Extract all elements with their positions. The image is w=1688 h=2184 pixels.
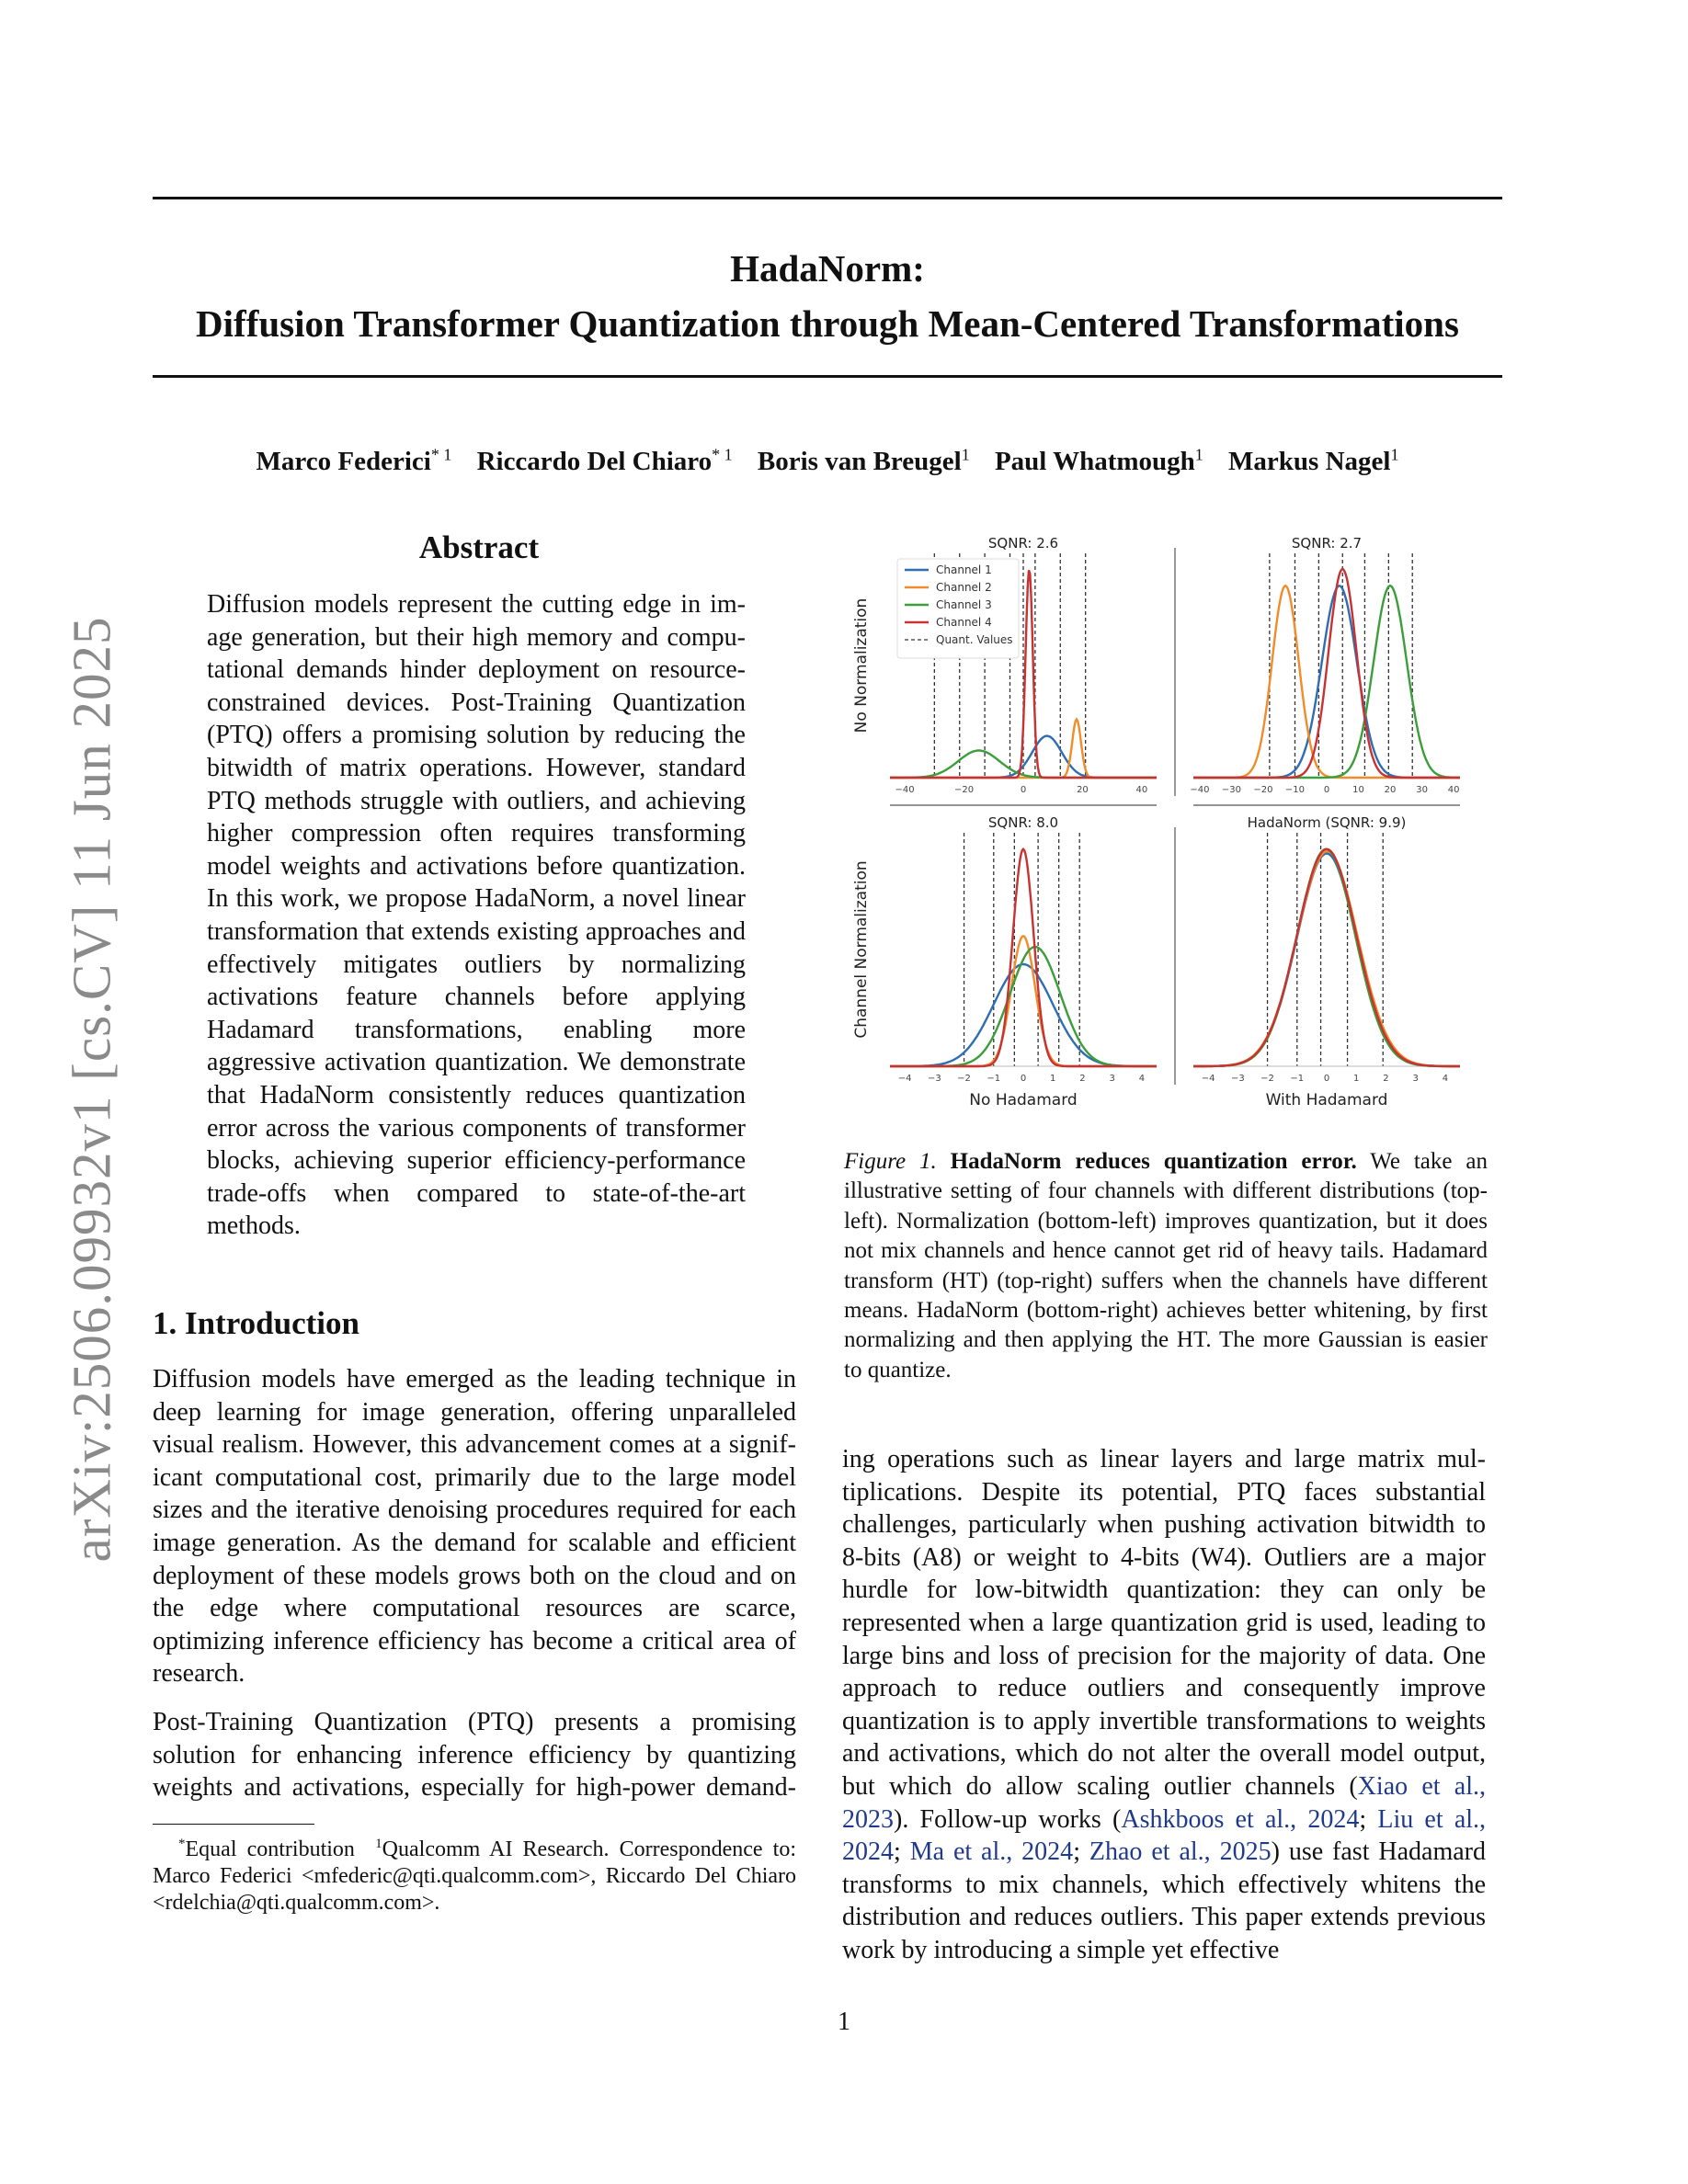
- x-tick-label: −3: [1230, 1074, 1245, 1084]
- page-number: 1: [838, 2008, 850, 2036]
- abstract-heading: Abstract: [418, 529, 540, 565]
- citation-separator: ;: [1073, 1837, 1089, 1867]
- author-name: Markus Nagel: [1228, 446, 1391, 476]
- figure-caption: [844, 1147, 1488, 1385]
- panel-title: SQNR: 2.7: [1291, 535, 1363, 552]
- series-line: [1193, 849, 1460, 1066]
- series-line: [1193, 854, 1460, 1067]
- author-name: Boris van Breugel: [757, 446, 962, 476]
- x-tick-label: −1: [1290, 1074, 1305, 1084]
- panel-title: HadaNorm (SQNR: 9.9): [1247, 814, 1407, 831]
- footnote-affil-mark: 1: [375, 1837, 382, 1851]
- author: [257, 447, 452, 476]
- x-axis-label: With Hadamard: [1265, 1091, 1388, 1109]
- y-axis-label: Channel Normalization: [852, 860, 871, 1039]
- x-tick-label: 0: [1323, 1074, 1330, 1084]
- x-tick-label: −20: [1253, 785, 1273, 795]
- citation-separator: ;: [894, 1837, 910, 1867]
- series-line: [1193, 849, 1460, 1066]
- x-tick-label: 4: [1138, 1074, 1146, 1084]
- author-list: [153, 436, 1502, 480]
- legend-label: Quant. Values: [936, 633, 1013, 646]
- intro-col2-text-c: ) use fast Hadamard transforms to mix channels, which effectively whitens the distribution and reduces outliers. This paper extends previous work by introducing a simple yet effective: [842, 1837, 1487, 1964]
- x-tick-label: −10: [1284, 785, 1306, 795]
- x-tick-label: 2: [1079, 1074, 1086, 1084]
- citation-link[interactable]: Zhao et al., 2025: [1089, 1837, 1272, 1867]
- series-line: [890, 936, 1157, 1066]
- title-line-1: HadaNorm:: [730, 247, 925, 290]
- x-tick-label: −30: [1221, 785, 1241, 795]
- author-affiliation: 1: [1390, 445, 1399, 463]
- citation-link[interactable]: Ashkboos et al., 2024: [1121, 1804, 1360, 1834]
- figure-1: [846, 529, 1508, 1118]
- intro-column-2-text: [842, 1443, 1486, 1967]
- x-axis-label: No Hadamard: [969, 1091, 1078, 1109]
- x-tick-label: 0: [1020, 1074, 1027, 1084]
- arxiv-identifier: arXiv:2506.09932v1 [cs.CV] 11 Jun 2025: [61, 616, 122, 1563]
- citation-link[interactable]: Xiao et al., 2023: [842, 1771, 1486, 1834]
- title-line-2: Diffusion Transformer Quantization through Mean-Centered Transformations: [196, 302, 1459, 345]
- x-tick-label: 1: [1353, 1074, 1360, 1084]
- x-tick-label: 3: [1109, 1074, 1115, 1084]
- author-affiliation: * 1: [430, 445, 452, 463]
- x-tick-label: −20: [954, 785, 975, 795]
- abstract-body: Diffusion models represent the cutting edge in image generation, but their high memory and computational demands hinder deployment on resourceconstrained devices. Post-Training Quantization (PTQ) offers a promising solution by reducing the bitwidth of matrix operations. However, standard PTQ methods struggle with outliers, and achieving higher compression often requires transforming model weights and activations before quantization. In this work, we propose HadaNorm, a novel linear transformation that extends existing approaches and effectively mitigates outliers by normalizing activations feature channels before applying Hadamard transformations, enabling more aggressive activation quantization. We demonstrate that HadaNorm consistently reduces quantization error across the various components of transformer blocks, achieving superior efficiency-performance trade-offs when compared to state-of-the-art methods.: [207, 590, 746, 1241]
- author: [995, 447, 1203, 476]
- series-line: [1193, 586, 1460, 778]
- x-tick-label: −1: [987, 1074, 1001, 1084]
- x-tick-label: −40: [895, 785, 915, 795]
- title-top-rule: [153, 197, 1502, 199]
- intro-col2-text-b: ). Follow-up works (: [894, 1804, 1122, 1834]
- intro-col2-text-a: ing operations such as linear layers and large matrix multiplications. Despite its potential, PTQ faces substantial challenges, particularly when pushing activation bitwidth to 8-bits (A8) or weight to 4-bits (W4). Outliers are a major hurdle for low-bitwidth quantization: they can only be represented when a large quantization grid is used, leading to large bins and loss of precision for the majority of data. One approach to reduce outliers and consequently improve quantization is to apply invertible transformations to weights and activations, which do not alter the overall model output, but which do allow scaling outlier channels (: [842, 1445, 1486, 1801]
- author: [758, 447, 970, 476]
- panel-title: SQNR: 8.0: [987, 814, 1059, 831]
- citation-link[interactable]: Liu et al., 2024: [842, 1804, 1487, 1867]
- footnote-rule: [153, 1824, 314, 1825]
- x-tick-label: 30: [1416, 785, 1428, 795]
- footnote-correspondence: Qualcomm AI Research. Correspondence to: Marco Federici <mfederic@qti.qualcomm.com>, Riccardo Del Chiaro <rdelchia@qti.qualcomm.com>.: [153, 1837, 797, 1915]
- author: [1228, 447, 1398, 476]
- x-tick-label: 2: [1383, 1074, 1389, 1084]
- legend-label: Channel 2: [936, 581, 992, 594]
- x-tick-label: 40: [1135, 785, 1148, 795]
- series-line: [1193, 569, 1460, 778]
- footnote-equal: Equal contribution: [185, 1837, 355, 1861]
- figure-caption-text: We take an illustrative setting of four channels with different distributions (top-left). Normalization (bottom-left) improves quantization, but it does not mix channels and hence cannot get rid of heavy tails. Hadamard transform (HT) (top-right) suffers when the channels have different means. HadaNorm (bottom-right) achieves better whitening, by first normalizing and then applying the HT. The more Gaussian is easier to quantize.: [844, 1149, 1488, 1382]
- x-tick-label: −2: [957, 1074, 971, 1084]
- x-tick-label: 40: [1447, 785, 1460, 795]
- author: [477, 447, 733, 476]
- author-affiliation: 1: [1194, 445, 1203, 463]
- legend-label: Channel 3: [936, 598, 992, 611]
- x-tick-label: −3: [927, 1074, 941, 1084]
- citation-link[interactable]: Ma et al., 2024: [909, 1837, 1074, 1867]
- title-bottom-rule: [153, 375, 1502, 378]
- introduction-heading: 1. Introduction: [153, 1305, 359, 1341]
- series-line: [1193, 586, 1460, 778]
- author-affiliation: 1: [961, 445, 970, 463]
- x-tick-label: 20: [1384, 785, 1397, 795]
- legend-label: Channel 1: [936, 563, 992, 576]
- x-tick-label: 1: [1050, 1074, 1056, 1084]
- author-affiliation: * 1: [712, 445, 733, 463]
- x-tick-label: 3: [1412, 1074, 1419, 1084]
- figure-caption-title: HadaNorm reduces quantization error.: [950, 1149, 1357, 1174]
- x-tick-label: 0: [1323, 785, 1330, 795]
- footnote-star: *: [178, 1837, 186, 1851]
- figure-label: Figure 1.: [844, 1149, 937, 1174]
- author-name: Paul Whatmough: [994, 446, 1195, 476]
- x-tick-label: 0: [1020, 785, 1027, 795]
- intro-paragraph-1: Diffusion models have emerged as the leading technique in deep learning for image generation, offering unparalleled visual realism. However, this advancement comes at a significant computational cost, primarily due to the large model sizes and the iterative denoising procedures required for each image generation. As the demand for scalable and efficient deployment of these models grows both on the cloud and on the edge where computational resources are scarce, optimizing inference efficiency has become a critical area of research.: [153, 1365, 796, 1689]
- x-tick-label: −4: [897, 1074, 912, 1084]
- x-tick-label: 4: [1442, 1074, 1449, 1084]
- legend-label: Channel 4: [936, 616, 992, 629]
- intro-paragraph-2: Post-Training Quantization (PTQ) presents a promising solution for enhancing inference efficiency by quantizing weights and activations, especially for high-power demand-: [153, 1708, 796, 1803]
- author-name: Marco Federici: [256, 446, 431, 476]
- citation-separator: ;: [1359, 1804, 1378, 1834]
- x-tick-label: 10: [1352, 785, 1364, 795]
- x-tick-label: 20: [1077, 785, 1089, 795]
- x-tick-label: −2: [1260, 1074, 1274, 1084]
- y-axis-label: No Normalization: [852, 597, 871, 734]
- footnote: [153, 1831, 796, 1917]
- panel-title: SQNR: 2.6: [987, 535, 1059, 552]
- series-line: [1193, 851, 1460, 1066]
- series-line: [1193, 586, 1460, 778]
- paper-title: [153, 241, 1502, 351]
- x-tick-label: −40: [1190, 785, 1210, 795]
- figure-1-chart: [846, 529, 1508, 1118]
- series-line: [890, 964, 1157, 1066]
- x-tick-label: −4: [1201, 1074, 1215, 1084]
- author-name: Riccardo Del Chiaro: [476, 446, 713, 476]
